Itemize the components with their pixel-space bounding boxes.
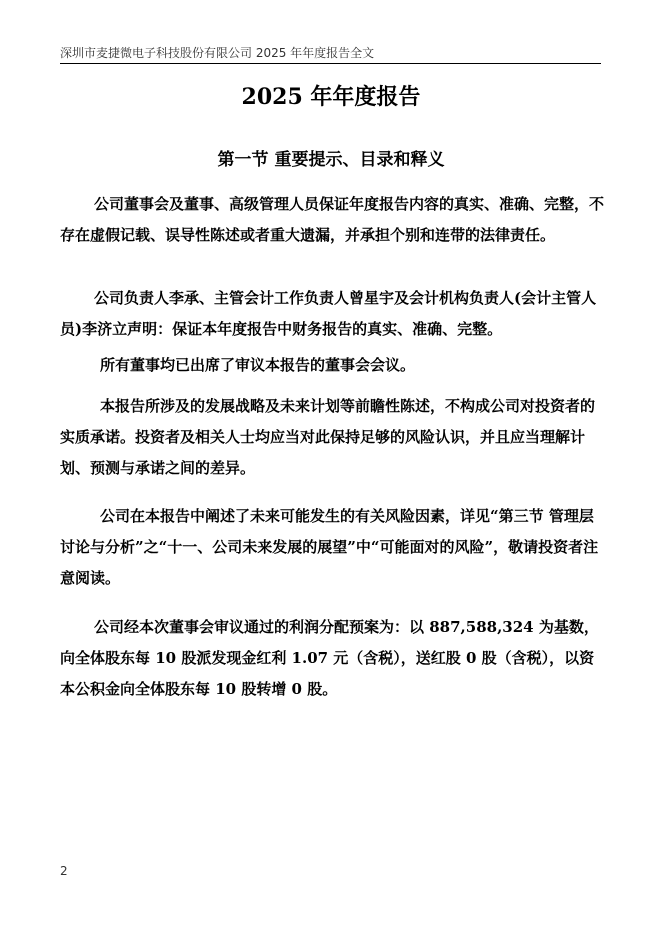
paragraph-directors-attendance: 所有董事均已出席了审议本报告的董事会会议。 bbox=[100, 356, 416, 374]
paragraph-profit-distribution: 公司经本次董事会审议通过的利润分配预案为：以 887,588,324 为基数，向全体股东每 10 股派发现金红利 1.07 元（含税），送红股 0 股（含税），以资本公积金向全体股东每 10 股转增 0 股。 bbox=[60, 618, 599, 698]
paragraph-risk-factors: 公司在本报告中阐述了未来可能发生的有关风险因素，详见“第三节 管理层讨论与分析”之“十一、公司未来发展的展望”中“可能面对的风险”，敬请投资者注意阅读。 bbox=[60, 507, 599, 587]
report-title: 2025 年年度报告 bbox=[241, 84, 421, 110]
page-number: 2 bbox=[60, 864, 68, 878]
paragraph-responsible-persons: 公司负责人李承、主管会计工作负责人曾星宇及会计机构负责人(会计主管人员)李济立声明：保证本年度报告中财务报告的真实、准确、完整。 bbox=[60, 289, 597, 338]
header-divider bbox=[60, 63, 601, 64]
paragraph-forward-looking: 本报告所涉及的发展战略及未来计划等前瞻性陈述，不构成公司对投资者的实质承诺。投资者及相关人士均应当对此保持足够的风险认识，并且应当理解计划、预测与承诺之间的差异。 bbox=[60, 397, 596, 477]
section-title: 第一节 重要提示、目录和释义 bbox=[217, 150, 445, 170]
paragraph-board-guarantee: 公司董事会及董事、高级管理人员保证年度报告内容的真实、准确、完整，不存在虚假记载、误导性陈述或者重大遗漏，并承担个别和连带的法律责任。 bbox=[60, 195, 605, 244]
running-header: 深圳市麦捷微电子科技股份有限公司 2025 年年度报告全文 bbox=[60, 46, 375, 60]
